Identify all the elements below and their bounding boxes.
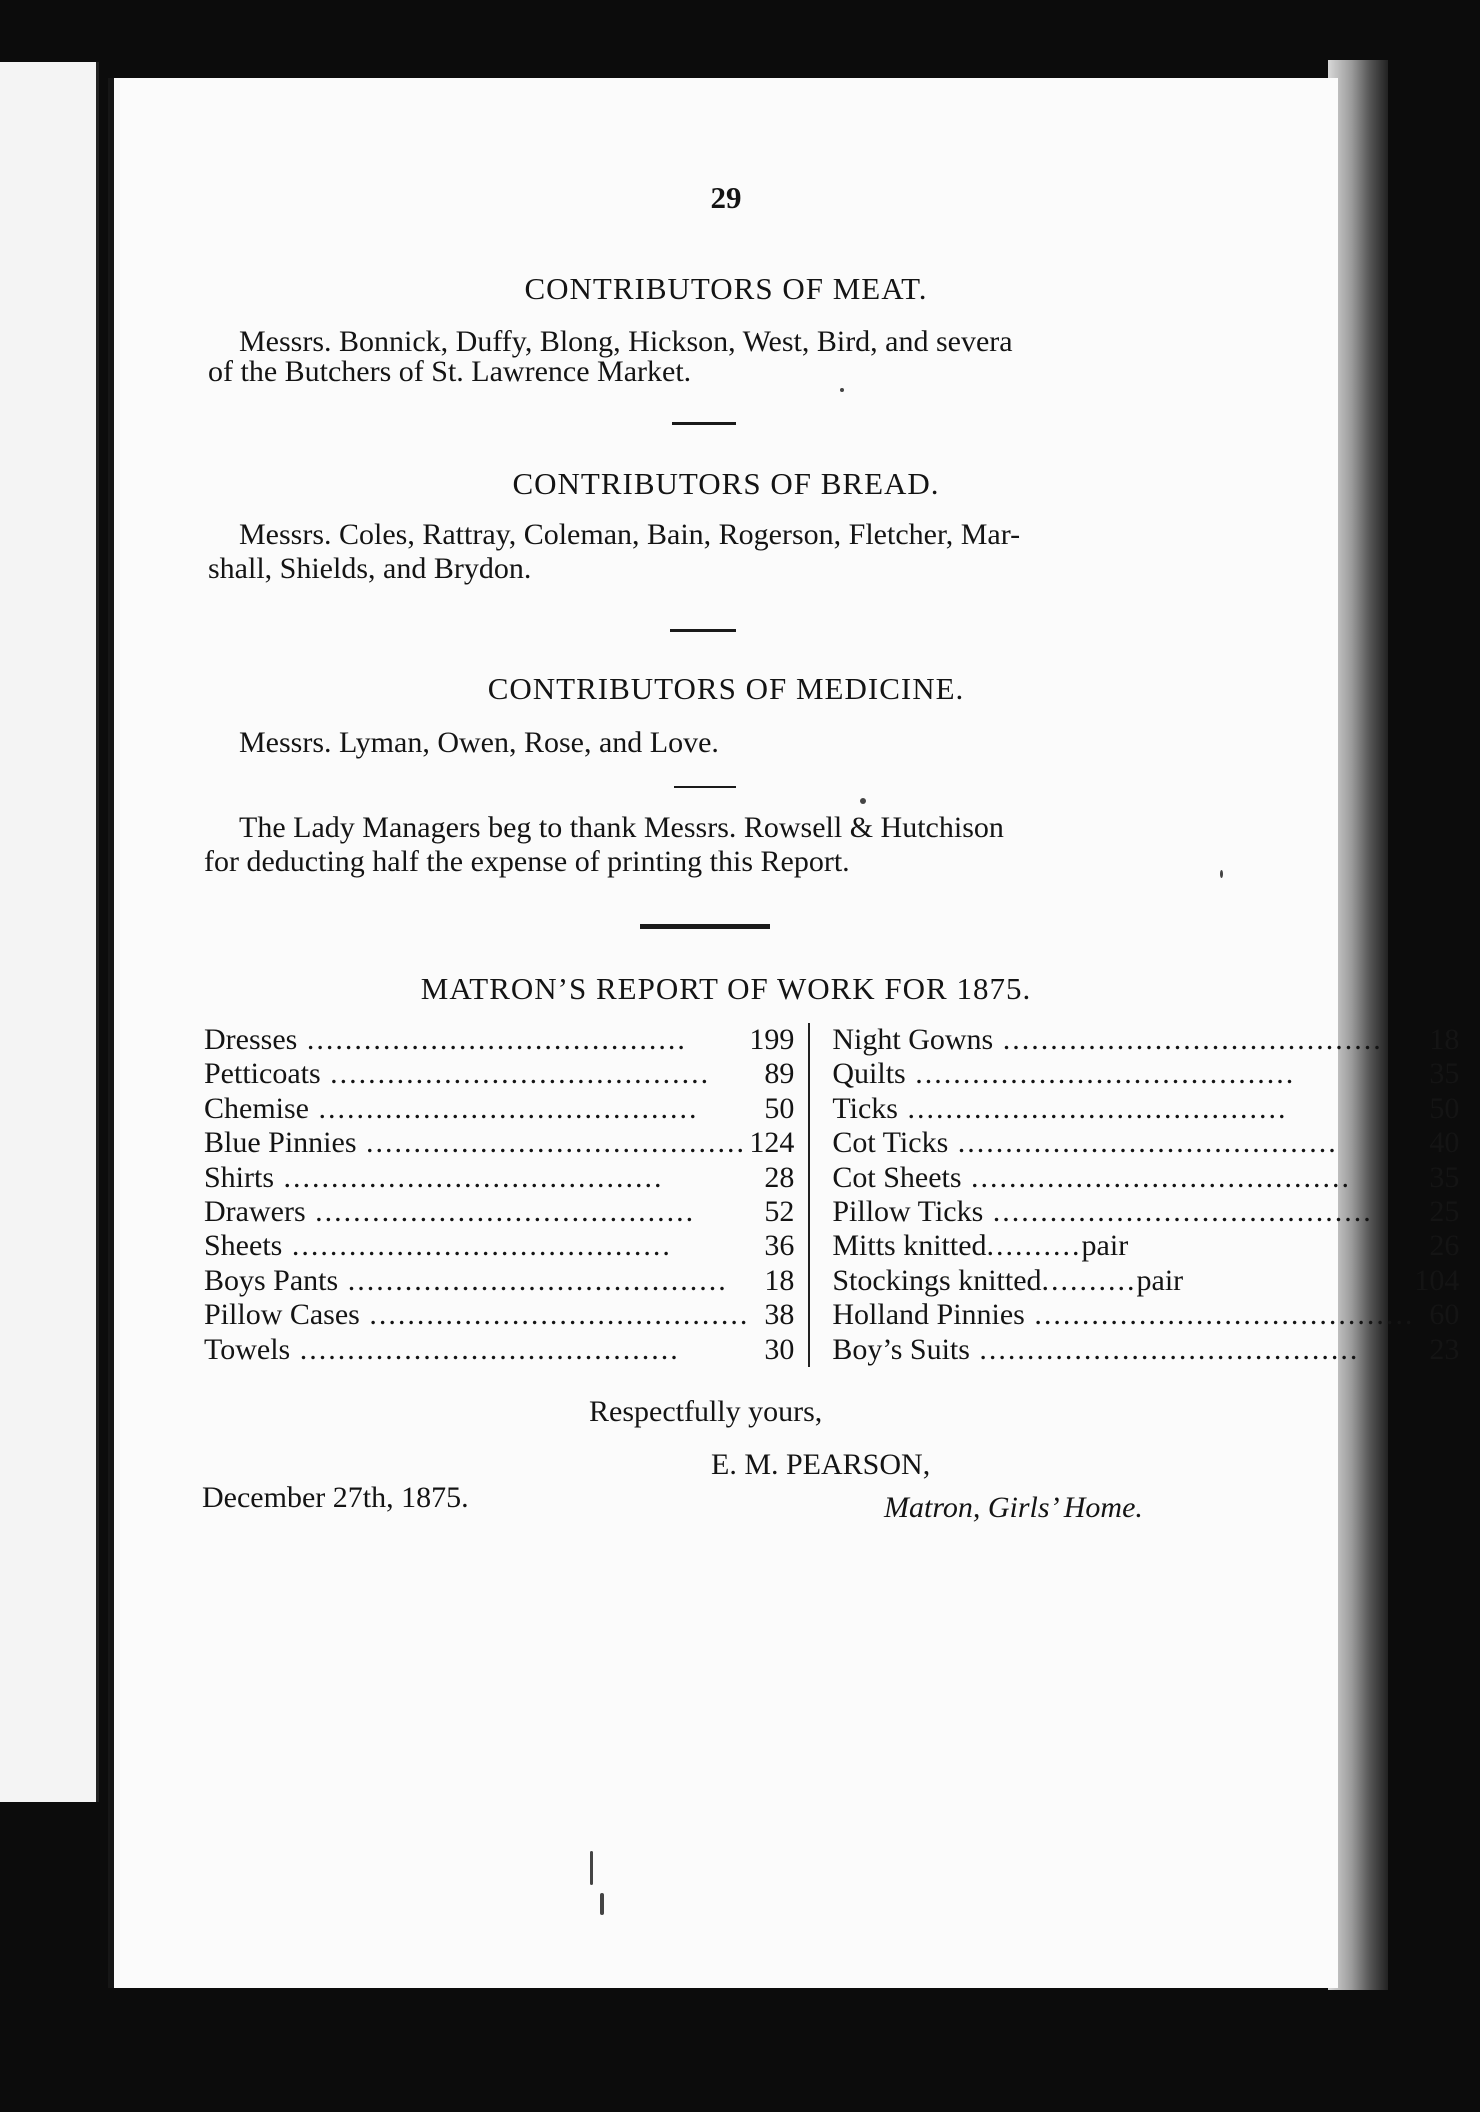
item-right: [810, 1229, 1414, 1263]
item-right-label: Cot Sheets: [832, 1160, 962, 1194]
medicine-heading: CONTRIBUTORS OF MEDICINE.: [487, 671, 965, 706]
section-rule: [672, 422, 736, 425]
item-left-label: Drawers: [204, 1195, 306, 1229]
item-left: [204, 1092, 749, 1126]
item-left: [204, 1264, 749, 1298]
section-rule-thick: [640, 924, 770, 929]
item-left-label: Blue Pinnies: [204, 1126, 357, 1160]
report-row: [204, 1195, 1459, 1229]
leader-dots: ........................................: [993, 1023, 1383, 1056]
leader-dots: ..........: [1041, 1263, 1137, 1297]
item-right-label: Quilts: [832, 1057, 906, 1091]
ink-mark: [600, 1893, 604, 1915]
item-left-label: Petticoats: [204, 1057, 321, 1091]
leader-dots: ........................................: [320, 1057, 711, 1091]
bread-line-1: Messrs. Coles, Rattray, Coleman, Bain, Rogerson, Fletcher, Mar-: [239, 518, 1021, 551]
report-row: [204, 1057, 1459, 1091]
unit-label: pair: [1081, 1229, 1129, 1263]
leader-dots: ........................................: [282, 1229, 672, 1263]
leader-dots: ........................................: [969, 1332, 1360, 1366]
qty-left: 124: [749, 1126, 795, 1160]
report-row: [204, 1298, 1459, 1332]
section-rule: [674, 786, 736, 788]
item-right-label: Holland Pinnies: [832, 1298, 1025, 1332]
leader-dots: ........................................: [905, 1057, 1296, 1091]
report-row: [204, 1092, 1459, 1126]
report-row: [204, 1229, 1459, 1263]
item-right-label: Mitts knitted: [832, 1229, 987, 1263]
qty-left: 18: [764, 1263, 795, 1297]
leader-dots: ........................................: [983, 1195, 1373, 1229]
item-right: [810, 1126, 1414, 1160]
item-right-label: Night Gowns: [832, 1023, 994, 1056]
report-date: December 27th, 1875.: [202, 1481, 469, 1514]
item-left-label: Boys Pants: [204, 1263, 339, 1297]
bread-heading: CONTRIBUTORS OF BREAD.: [512, 466, 940, 501]
leader-dots: ........................................: [305, 1195, 696, 1229]
leader-dots: ........................................: [1024, 1298, 1415, 1332]
qty-right: 35: [1429, 1160, 1460, 1194]
qty-right: 104: [1414, 1263, 1460, 1297]
item-right-label: Stockings knitted: [832, 1263, 1042, 1297]
item-right: [810, 1264, 1414, 1298]
item-right-label: Boy’s Suits: [832, 1332, 970, 1366]
item-left: [204, 1229, 749, 1263]
leader-dots: ........................................: [290, 1332, 680, 1366]
item-right: [810, 1333, 1414, 1367]
item-left: [204, 1126, 749, 1160]
qty-right: 40: [1429, 1126, 1460, 1160]
meat-heading: CONTRIBUTORS OF MEAT.: [524, 271, 928, 306]
signatory-title: Matron, Girls’ Home.: [884, 1491, 1143, 1524]
book-page: [108, 78, 1460, 1988]
qty-left: 50: [764, 1091, 795, 1125]
item-right-label: Ticks: [832, 1091, 898, 1125]
qty-right: 25: [1429, 1195, 1460, 1229]
leader-dots: ........................................: [297, 1023, 687, 1056]
salutation: Respectfully yours,: [589, 1395, 823, 1428]
item-left-label: Sheets: [204, 1229, 283, 1263]
leader-dots: ........................................: [948, 1126, 1338, 1160]
report-row: [204, 1333, 1459, 1367]
report-heading: MATRON’S REPORT OF WORK FOR 1875.: [420, 971, 1032, 1006]
item-right: [810, 1195, 1414, 1229]
item-right: [810, 1023, 1414, 1057]
qty-left: 199: [749, 1023, 795, 1056]
item-right-label: Cot Ticks: [832, 1126, 949, 1160]
item-left: [204, 1195, 749, 1229]
qty-right: 35: [1429, 1057, 1460, 1091]
item-left-label: Towels: [204, 1332, 291, 1366]
item-left-label: Dresses: [204, 1023, 298, 1056]
item-right: [810, 1092, 1414, 1126]
leader-dots: ........................................: [338, 1263, 728, 1297]
bread-line-2: shall, Shields, and Brydon.: [208, 552, 532, 585]
item-left: [204, 1057, 749, 1091]
report-row: [204, 1161, 1459, 1195]
work-report-table: [204, 1023, 1459, 1367]
report-row: [204, 1023, 1459, 1057]
signature: E. M. PEARSON,: [711, 1448, 931, 1481]
item-left: [204, 1161, 749, 1195]
unit-label: pair: [1136, 1263, 1184, 1297]
item-left: [204, 1298, 749, 1332]
item-left: [204, 1023, 749, 1057]
section-rule: [670, 629, 736, 632]
leader-dots: ........................................: [897, 1091, 1288, 1125]
ink-mark: [590, 1851, 593, 1885]
item-right: [810, 1298, 1414, 1332]
item-left-label: Shirts: [204, 1160, 275, 1194]
item-left: [204, 1333, 749, 1367]
qty-left: 52: [764, 1195, 795, 1229]
qty-right: 23: [1429, 1332, 1460, 1366]
qty-left: 89: [764, 1057, 795, 1091]
leader-dots: ..........: [986, 1229, 1082, 1263]
speck: [860, 798, 866, 804]
leader-dots: ........................................: [274, 1160, 664, 1194]
item-right-label: Pillow Ticks: [832, 1195, 984, 1229]
leader-dots: ........................................: [961, 1160, 1352, 1194]
thanks-line-1: The Lady Managers beg to thank Messrs. Rowsell & Hutchison: [239, 811, 1004, 844]
thanks-line-2: for deducting half the expense of printing this Report.: [204, 845, 850, 878]
speck: [1220, 870, 1223, 878]
qty-left: 38: [764, 1298, 795, 1332]
item-left-label: Chemise: [204, 1091, 309, 1125]
leader-dots: ........................................: [359, 1298, 750, 1332]
report-row: [204, 1264, 1459, 1298]
qty-right: 18: [1429, 1023, 1460, 1056]
qty-right: 50: [1429, 1091, 1460, 1125]
meat-line-2: of the Butchers of St. Lawrence Market.: [208, 355, 692, 388]
report-row: [204, 1126, 1459, 1160]
item-left-label: Pillow Cases: [204, 1298, 360, 1332]
leader-dots: ........................................: [309, 1091, 699, 1125]
qty-left: 30: [764, 1332, 795, 1366]
qty-left: 28: [764, 1160, 795, 1194]
qty-right: 60: [1429, 1298, 1460, 1332]
speck: [840, 388, 844, 392]
meat-line-1: Messrs. Bonnick, Duffy, Blong, Hickson, West, Bird, and severa: [239, 325, 1013, 358]
medicine-line-1: Messrs. Lyman, Owen, Rose, and Love.: [239, 726, 719, 759]
item-right: [810, 1057, 1414, 1091]
qty-right: 26: [1429, 1229, 1460, 1263]
qty-left: 36: [764, 1229, 795, 1263]
page-number: 29: [710, 180, 742, 215]
leader-dots: ........................................: [356, 1126, 747, 1160]
facing-page-edge: [0, 62, 99, 1802]
item-right: [810, 1161, 1414, 1195]
